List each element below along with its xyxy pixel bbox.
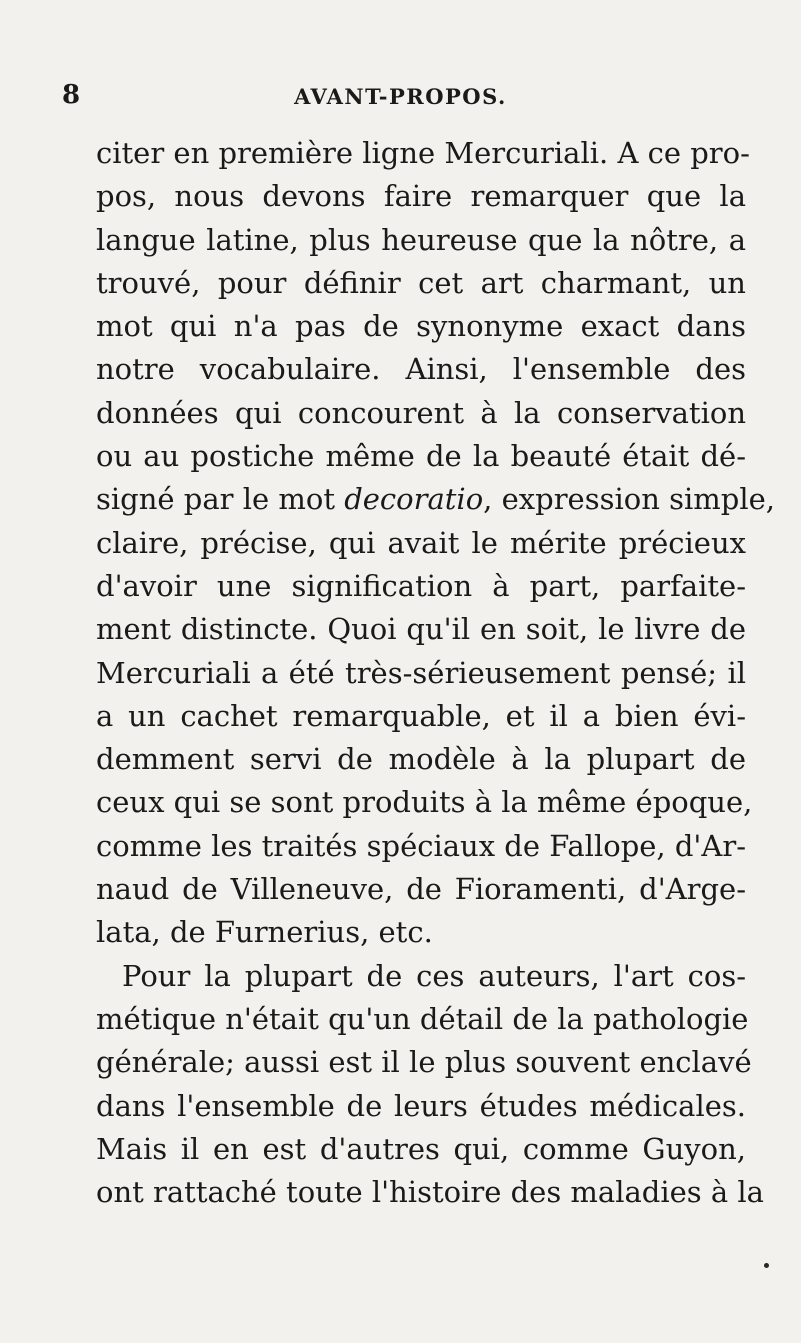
line-end: , expression simple, — [483, 482, 775, 517]
text-line: dans l'ensemble de leurs études médicales. — [96, 1088, 746, 1123]
paragraph-2 — [96, 955, 764, 1215]
text-line: ment distincte. Quoi qu'il en soit, le livre de — [96, 612, 746, 647]
text-line: trouvé, pour définir cet art charmant, un — [96, 265, 746, 300]
line-start: signé par le mot — [96, 482, 345, 517]
text-line: notre vocabulaire. Ainsi, l'ensemble des — [96, 352, 746, 387]
text-line: demment servi de modèle à la plupart de — [96, 742, 746, 777]
text-line: Mais il en est d'autres qui, comme Guyon, — [96, 1131, 746, 1166]
text-line: naud de Villeneuve, de Fioramenti, d'Arge- — [96, 872, 746, 907]
text-line: claire, précise, qui avait le mérite précieux — [96, 525, 746, 560]
italic-term: decoratio — [344, 482, 484, 517]
text-line: a un cachet remarquable, et il a bien évi- — [96, 698, 746, 733]
text-line: métique n'était qu'un détail de la pathologie — [96, 1001, 749, 1036]
ink-speck — [764, 1263, 769, 1268]
text-line: Mercuriali a été très-sérieusement pensé; il — [96, 655, 746, 690]
paragraph-1 — [96, 132, 775, 955]
running-title: AVANT-PROPOS. — [294, 84, 507, 109]
text-line: données qui concourent à la conservation — [96, 395, 746, 430]
text-line: ou au postiche même de la beauté était dé- — [96, 439, 746, 474]
text-line-with-italic — [96, 478, 775, 521]
text-line: pos, nous devons faire remarquer que la — [96, 179, 746, 214]
text-line: ont rattaché toute l'histoire des maladies à la — [96, 1175, 764, 1210]
text-line: Pour la plupart de ces auteurs, l'art cos- — [122, 958, 746, 993]
body-text — [96, 132, 775, 1214]
page-number: 8 — [62, 80, 82, 110]
text-line: citer en première ligne Mercuriali. A ce pro- — [96, 136, 750, 170]
text-line: mot qui n'a pas de synonyme exact dans — [96, 309, 746, 344]
text-line: lata, de Furnerius, etc. — [96, 915, 433, 950]
text-line: générale; aussi est il le plus souvent enclavé — [96, 1045, 752, 1080]
text-line: comme les traités spéciaux de Fallope, d'Ar- — [96, 828, 746, 863]
text-line: ceux qui se sont produits à la même époque, — [96, 785, 753, 820]
text-line: langue latine, plus heureuse que la nôtre, a — [96, 222, 746, 257]
text-line: d'avoir une signification à part, parfaite- — [96, 568, 746, 603]
